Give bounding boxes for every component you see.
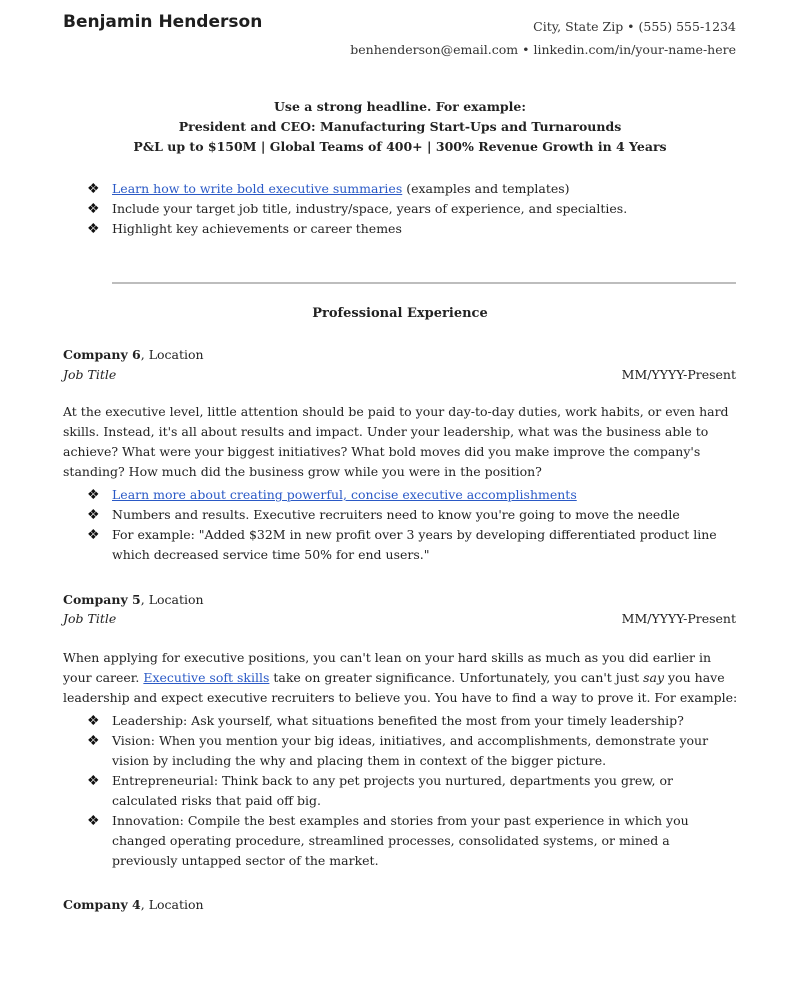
- diamond-bullet-icon: ❖: [87, 487, 100, 503]
- diamond-bullet-icon: ❖: [87, 527, 100, 543]
- list-item: [87, 711, 737, 731]
- contact-location-phone: City, State Zip • (555) 555-1234: [533, 19, 736, 34]
- company-6-jobline: [63, 367, 736, 382]
- diamond-bullet-icon: ❖: [87, 507, 100, 523]
- company-5-bullet-2-text: Vision: When you mention your big ideas, initiatives, and accomplishments, demonstrate your vision by including the why and placing them in context of the bigger picture.: [112, 733, 709, 768]
- executive-summaries-link[interactable]: Learn how to write bold executive summaries: [112, 181, 403, 196]
- diamond-bullet-icon: ❖: [87, 733, 100, 749]
- diamond-bullet-icon: ❖: [87, 813, 100, 829]
- list-item: [87, 525, 737, 565]
- company-6-location: , Location: [140, 347, 204, 362]
- company-5-dates: MM/YYYY-Present: [621, 611, 736, 626]
- contact-email-linkedin: benhenderson@email.com • linkedin.com/in/your-name-here: [350, 42, 736, 57]
- headline-line-2: President and CEO: Manufacturing Start-Ups and Turnarounds: [178, 119, 622, 134]
- diamond-bullet-icon: ❖: [87, 181, 100, 197]
- company-6-bullet-3-text: For example: "Added $32M in new profit over 3 years by developing differentiated product line which decreased service time 50% for end users.": [112, 527, 717, 562]
- section-divider: [112, 282, 736, 284]
- summary-bullet-3-text: Highlight key achievements or career themes: [112, 221, 402, 236]
- company-6-dates: MM/YYYY-Present: [621, 367, 736, 382]
- summary-bullet-list: [87, 179, 737, 239]
- company-6-bullet-list: [87, 485, 737, 565]
- company-5-para-emphasis: say: [643, 670, 665, 685]
- company-4-heading: [63, 897, 204, 912]
- diamond-bullet-icon: ❖: [87, 221, 100, 237]
- company-5-para-part-1: When applying for executive positions, you can't lean on your hard skills as much as you did earlier in your career.: [63, 650, 711, 685]
- executive-soft-skills-link[interactable]: Executive soft skills: [143, 670, 270, 685]
- company-6-heading: [63, 347, 204, 362]
- company-5-para-part-3: you have leadership and expect executive recruiters to believe you. You have to find a way to prove it. For example:: [63, 670, 738, 705]
- company-5-name: Company 5: [63, 592, 141, 607]
- section-title: Professional Experience: [312, 306, 488, 321]
- company-5-bullet-1-text: Leadership: Ask yourself, what situations benefited the most from your timely leadership?: [112, 713, 684, 728]
- company-5-bullet-4-text: Innovation: Compile the best examples and stories from your past experience in which you changed operating procedure, streamlined processes, consolidated systems, or mined a previously untapped sector of the market.: [112, 813, 689, 868]
- list-item: [87, 771, 737, 811]
- candidate-name: Benjamin Henderson: [63, 12, 263, 32]
- summary-bullet-1-rest: (examples and templates): [402, 181, 570, 196]
- executive-accomplishments-link[interactable]: Learn more about creating powerful, concise executive accomplishments: [112, 487, 577, 502]
- company-6-paragraph: At the executive level, little attention should be paid to your day-to-day duties, work habits, or even hard skills. Instead, it's all about results and impact. Under your leadership, what was the business able to achieve? What were your biggest initiatives? What bold moves did you make improve the company's standing? How much did the business grow while you were in the position?: [63, 404, 729, 479]
- company-5-bullet-list: [87, 711, 737, 871]
- company-5-location: , Location: [140, 592, 204, 607]
- company-5-job-title: Job Title: [63, 611, 117, 626]
- list-item: [87, 505, 737, 525]
- company-6-job-title: Job Title: [63, 367, 117, 382]
- diamond-bullet-icon: ❖: [87, 201, 100, 217]
- list-item: [87, 199, 737, 219]
- company-4-name: Company 4: [63, 897, 141, 912]
- company-6-bullet-2-text: Numbers and results. Executive recruiters need to know you're going to move the needle: [112, 507, 680, 522]
- list-item: [87, 731, 737, 771]
- headline-line-1: Use a strong headline. For example:: [274, 99, 526, 114]
- company-5-jobline: [63, 611, 736, 626]
- list-item: [87, 219, 737, 239]
- list-item: [87, 485, 737, 505]
- list-item: [87, 811, 737, 871]
- headline-line-3: P&L up to $150M | Global Teams of 400+ | 300% Revenue Growth in 4 Years: [133, 139, 667, 154]
- headline-block: [0, 97, 800, 157]
- contact-block: [350, 15, 736, 61]
- diamond-bullet-icon: ❖: [87, 773, 100, 789]
- list-item: [87, 179, 737, 199]
- company-4-location: , Location: [140, 897, 204, 912]
- diamond-bullet-icon: ❖: [87, 713, 100, 729]
- company-5-paragraph: [63, 648, 738, 708]
- company-5-bullet-3-text: Entrepreneurial: Think back to any pet projects you nurtured, departments you grew, or calculated risks that paid off big.: [112, 773, 673, 808]
- company-6-name: Company 6: [63, 347, 141, 362]
- company-5-para-part-2: take on greater significance. Unfortunately, you can't just: [269, 670, 644, 685]
- summary-bullet-2-text: Include your target job title, industry/space, years of experience, and specialties.: [112, 201, 628, 216]
- company-5-heading: [63, 592, 204, 607]
